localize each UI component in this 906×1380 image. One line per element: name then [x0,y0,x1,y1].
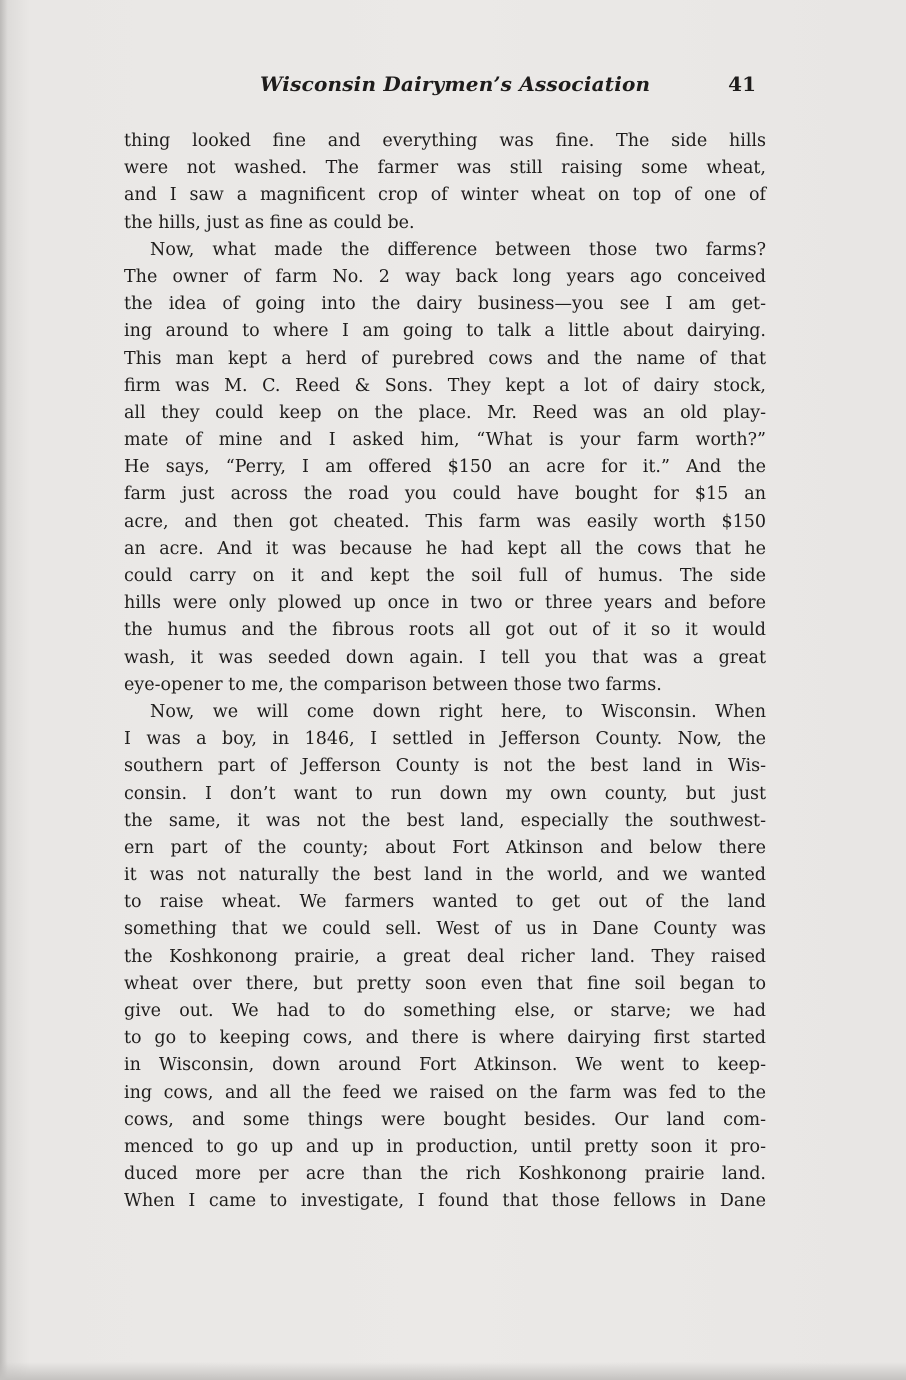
text-line: I was a boy, in 1846, I settled in Jefferson County. Now, the [124,729,766,750]
text-line: When I came to investigate, I found that those fellows in Dane [124,1191,766,1212]
text-line: and I saw a magnificent crop of winter wheat on top of one of [124,185,766,206]
text-line: give out. We had to do something else, or starve; we had [124,1001,766,1021]
text-line: ing cows, and all the feed we raised on the farm was fed to the [124,1082,766,1103]
text-line: to go to keeping cows, and there is where dairying first started [124,1028,766,1049]
page-header [120,72,760,104]
text-line: acre, and then got cheated. This farm was easily worth $150 [124,511,766,532]
text-line: mate of mine and I asked him, “What is your farm worth?” [124,430,766,451]
text-line: Now, we will come down right here, to Wisconsin. When [150,701,766,722]
text-line: wheat over there, but pretty soon even that fine soil began to [124,973,766,994]
text-line: the hills, just as fine as could be. [124,212,415,233]
text-line: The owner of farm No. 2 way back long years ago conceived [124,266,766,287]
text-line: something that we could sell. West of us in Dane County was [124,919,766,940]
text-line: menced to go up and up in production, until pretty soon it pro- [124,1136,766,1157]
text-line: southern part of Jefferson County is not the best land in Wis- [124,756,766,777]
text-line: thing looked fine and everything was fine. The side hills [124,131,766,151]
text-line: This man kept a herd of purebred cows and the name of that [124,348,766,369]
text-line: ern part of the county; about Fort Atkinson and below there [124,837,766,858]
text-line: farm just across the road you could have bought for $15 an [124,484,766,505]
page-binding-edge [0,0,8,1380]
text-line: eye-opener to me, the comparison between those two farms. [124,674,662,695]
text-line: wash, it was seeded down again. I tell you that was a great [124,647,766,668]
text-line: duced more per acre than the rich Koshkonong prairie land. [124,1164,766,1185]
text-line: firm was M. C. Reed & Sons. They kept a lot of dairy stock, [124,375,766,396]
page-bottom-shadow [0,1362,906,1380]
text-line: the idea of going into the dairy business—you see I am get- [124,294,766,315]
text-line: to raise wheat. We farmers wanted to get out of the land [124,892,766,913]
text-line: consin. I don’t want to run down my own county, but just [124,783,766,804]
text-line: all they could keep on the place. Mr. Reed was an old play- [124,402,766,423]
page-number: 41 [728,72,756,96]
text-line: Now, what made the difference between those two farms? [150,239,766,260]
text-line: could carry on it and kept the soil full of humus. The side [124,566,766,586]
text-line: in Wisconsin, down around Fort Atkinson. We went to keep- [124,1055,766,1076]
text-line: He says, “Perry, I am offered $150 an acre for it.” And the [124,457,766,478]
text-line: were not washed. The farmer was still raising some wheat, [124,158,766,179]
body-text [124,128,766,1216]
text-line: the same, it was not the best land, especially the southwest- [124,810,766,831]
text-line: cows, and some things were bought besides. Our land com- [124,1109,766,1130]
text-line: the Koshkonong prairie, a great deal richer land. They raised [124,946,766,967]
running-title: Wisconsin Dairymen’s Association [260,72,651,96]
text-line: ing around to where I am going to talk a little about dairying. [124,321,766,342]
text-line: the humus and the fibrous roots all got out of it so it would [124,620,766,641]
text-line: hills were only plowed up once in two or three years and before [124,593,766,614]
text-line: it was not naturally the best land in the world, and we wanted [124,865,766,886]
text-line: an acre. And it was because he had kept all the cows that he [124,538,766,559]
